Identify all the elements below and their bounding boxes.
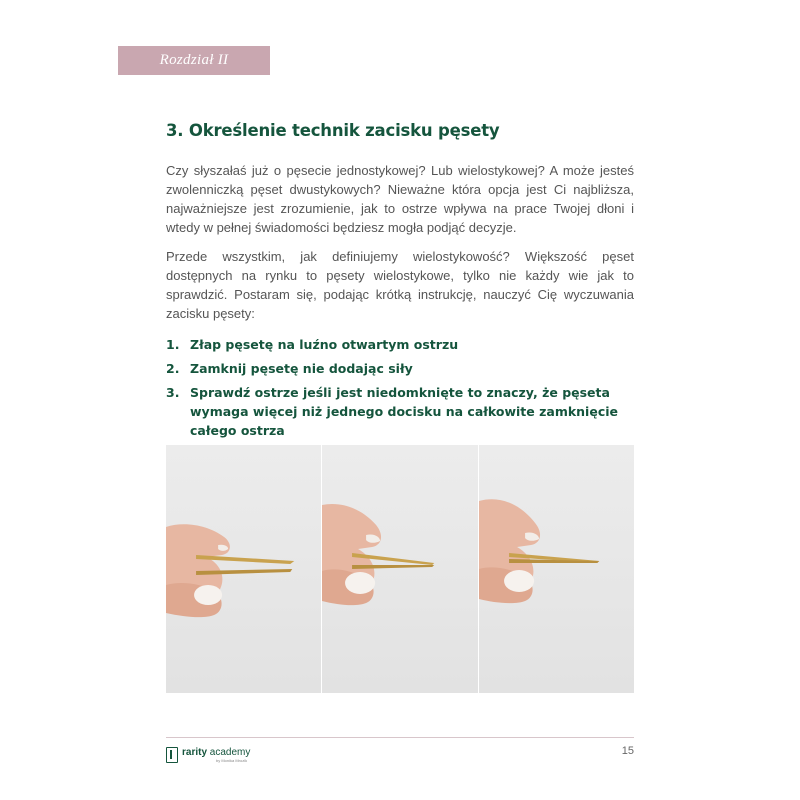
step-text: Sprawdź ostrze jeśli jest niedomknięte to znaczy, że pęseta wymaga więcej niż jednego docisku na całkowite zamknięcie całego ostrza	[190, 385, 618, 438]
logo-brand-rest: academy	[207, 746, 251, 758]
hand-holding-tweezers-illustration	[166, 445, 321, 693]
instruction-step	[166, 359, 634, 378]
step-text: Złap pęsetę na luźno otwartym ostrzu	[190, 337, 459, 352]
paragraph-definition: Przede wszystkim, jak definiujemy wielostykowość? Większość pęset dostępnych na rynku to pęsety wielostykowe, tylko nie każdy wie jak to sprawdzić. Postaram się, podając krótką instrukcję, nauczyć Cię wyczuwania zacisku pęsety:	[166, 249, 634, 321]
instruction-step	[166, 383, 634, 440]
chapter-label: Rozdział II	[159, 52, 229, 68]
photo-open-tweezers	[166, 445, 321, 693]
photo-strip	[166, 445, 634, 693]
logo-brand-bold: rarity	[182, 746, 208, 758]
paragraph-intro: Czy słyszałaś już o pęsecie jednostykowej? Lub wielostykowej? A może jesteś zwolenniczką pęset dwustykowych? Nieważne która opcja jest Ci najbliższa, najważniejsze jest zrozumienie, jak to ostrze wpływa na prace Twojej dłoni i wtedy w pełnej świadomości będziesz mogła podjąć decyzje.	[166, 163, 634, 235]
hand-holding-tweezers-illustration	[479, 445, 634, 693]
photo-closing-tweezers	[322, 445, 477, 693]
rarity-academy-logo	[166, 744, 250, 766]
photo-closed-tweezers	[479, 445, 634, 693]
step-text: Zamknij pęsetę nie dodając siły	[190, 361, 413, 376]
logo-mark-icon	[166, 747, 178, 763]
instruction-list	[166, 335, 634, 445]
step-number: 2.	[166, 361, 180, 376]
section-heading: 3. Określenie technik zacisku pęsety	[166, 121, 500, 140]
hand-holding-tweezers-illustration	[322, 445, 477, 693]
step-number: 3.	[166, 385, 180, 400]
step-number: 1.	[166, 337, 180, 352]
chapter-tab	[118, 46, 270, 75]
page-number: 15	[621, 745, 634, 757]
instruction-step	[166, 335, 634, 354]
logo-subtitle: by Monika Mrozik	[216, 757, 248, 763]
footer-divider	[166, 737, 634, 738]
